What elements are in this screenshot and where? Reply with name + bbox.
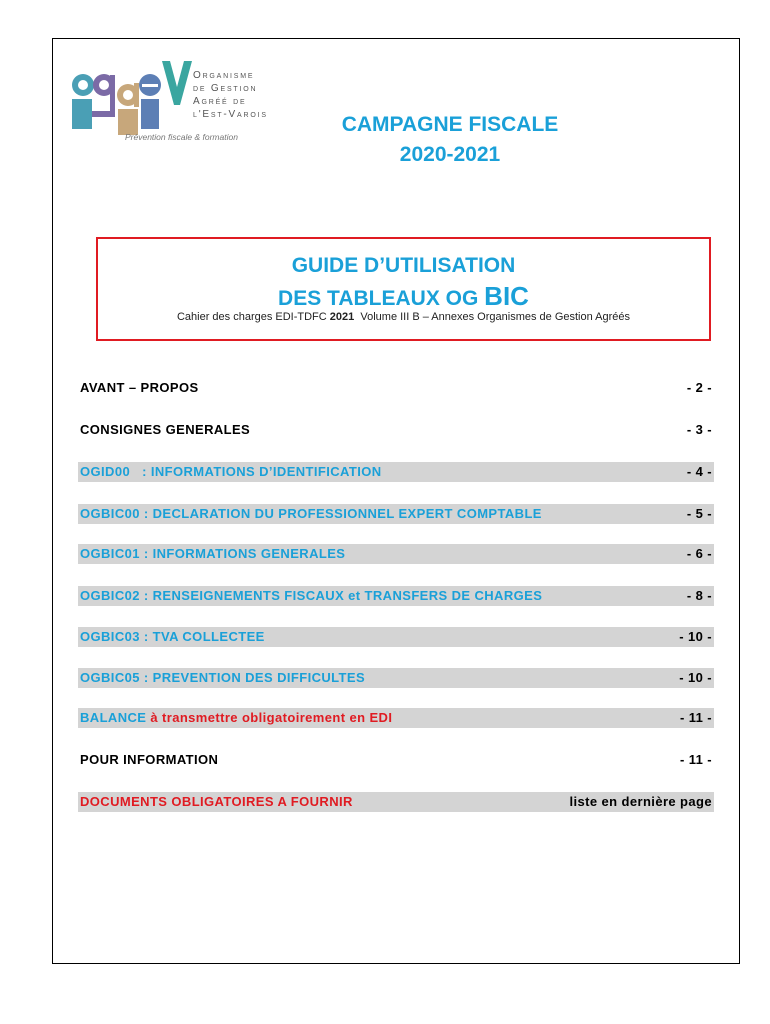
toc-label — [78, 708, 392, 728]
toc-label: OGID00 : INFORMATIONS D’IDENTIFICATION — [80, 464, 382, 479]
toc-row-ogid00[interactable] — [78, 462, 714, 482]
toc-label: OGBIC02 : RENSEIGNEMENTS FISCAUX et TRANSFERS DE CHARGES — [80, 588, 543, 603]
toc-row-ogbic01[interactable] — [78, 544, 714, 564]
toc-label: OGBIC01 : INFORMATIONS GENERALES — [80, 546, 346, 561]
toc-page: - 10 - — [679, 629, 712, 644]
logo-org-line: Organisme — [193, 70, 255, 81]
guide-title-prefix: DES TABLEAUX OG — [278, 287, 485, 310]
toc-label: AVANT – PROPOS — [80, 380, 199, 395]
toc-label: DOCUMENTS OBLIGATOIRES A FOURNIR — [80, 794, 353, 809]
guide-title — [98, 251, 709, 314]
logo-tagline: Prévention fiscale & formation — [125, 132, 238, 142]
campaign-line: CAMPAGNE FISCALE — [341, 113, 559, 136]
toc-page: - 10 - — [679, 670, 712, 685]
guide-box — [96, 237, 711, 341]
toc-label: POUR INFORMATION — [80, 752, 219, 767]
toc-page: - 11 - — [679, 710, 712, 725]
toc-page: - 8 - — [686, 588, 712, 603]
toc-row-ogbic03[interactable] — [78, 627, 714, 647]
toc-label: OGBIC03 : TVA COLLECTEE — [80, 629, 265, 644]
toc-row-consignes[interactable] — [78, 420, 714, 440]
toc-page: - 6 - — [686, 546, 712, 561]
toc-page: - 4 - — [686, 464, 712, 479]
toc-page: liste en dernière page — [569, 794, 712, 809]
toc-row-ogbic05[interactable] — [78, 668, 714, 688]
guide-title-bic: BIC — [484, 281, 529, 311]
guide-subtitle — [98, 311, 709, 323]
toc-label: CONSIGNES GENERALES — [80, 422, 251, 437]
toc-label-balance: BALANCE — [80, 710, 151, 725]
toc-row-ogbic02[interactable] — [78, 586, 714, 606]
logo-org-name — [193, 69, 303, 121]
toc-row-ogbic00[interactable] — [78, 504, 714, 524]
guide-subtitle-suffix: Volume III B – Annexes Organismes de Gestion Agréés — [354, 311, 631, 323]
toc-row-avant-propos[interactable] — [78, 378, 714, 398]
page-frame — [52, 38, 740, 964]
toc-row-pour-information[interactable] — [78, 750, 714, 770]
logo-org-line: de Gestion — [193, 83, 258, 94]
logo-org-line: l'Est-Varois — [193, 109, 268, 120]
guide-title-line1: GUIDE D’UTILISATION — [291, 254, 516, 277]
toc-page: - 3 - — [686, 422, 712, 437]
toc-label: OGBIC00 : DECLARATION DU PROFESSIONNEL EXPERT COMPTABLE — [80, 506, 542, 521]
toc-page: - 2 - — [686, 380, 712, 395]
toc-label: OGBIC05 : PREVENTION DES DIFFICULTES — [80, 670, 366, 685]
toc-row-documents[interactable] — [78, 792, 714, 812]
toc-label-balance-note: à transmettre obligatoirement en EDI — [150, 710, 393, 725]
guide-title-line2 — [98, 281, 709, 314]
guide-subtitle-year: 2021 — [329, 311, 355, 323]
ogaev-logo — [70, 55, 270, 145]
logo-org-line: Agréé de — [193, 96, 247, 107]
toc-page: - 11 - — [679, 752, 712, 767]
campaign-title — [330, 110, 570, 170]
toc-row-balance[interactable] — [78, 708, 714, 728]
guide-subtitle-prefix: Cahier des charges EDI-TDFC — [176, 311, 330, 323]
toc-page: - 5 - — [686, 506, 712, 521]
campaign-year: 2020-2021 — [399, 143, 501, 166]
